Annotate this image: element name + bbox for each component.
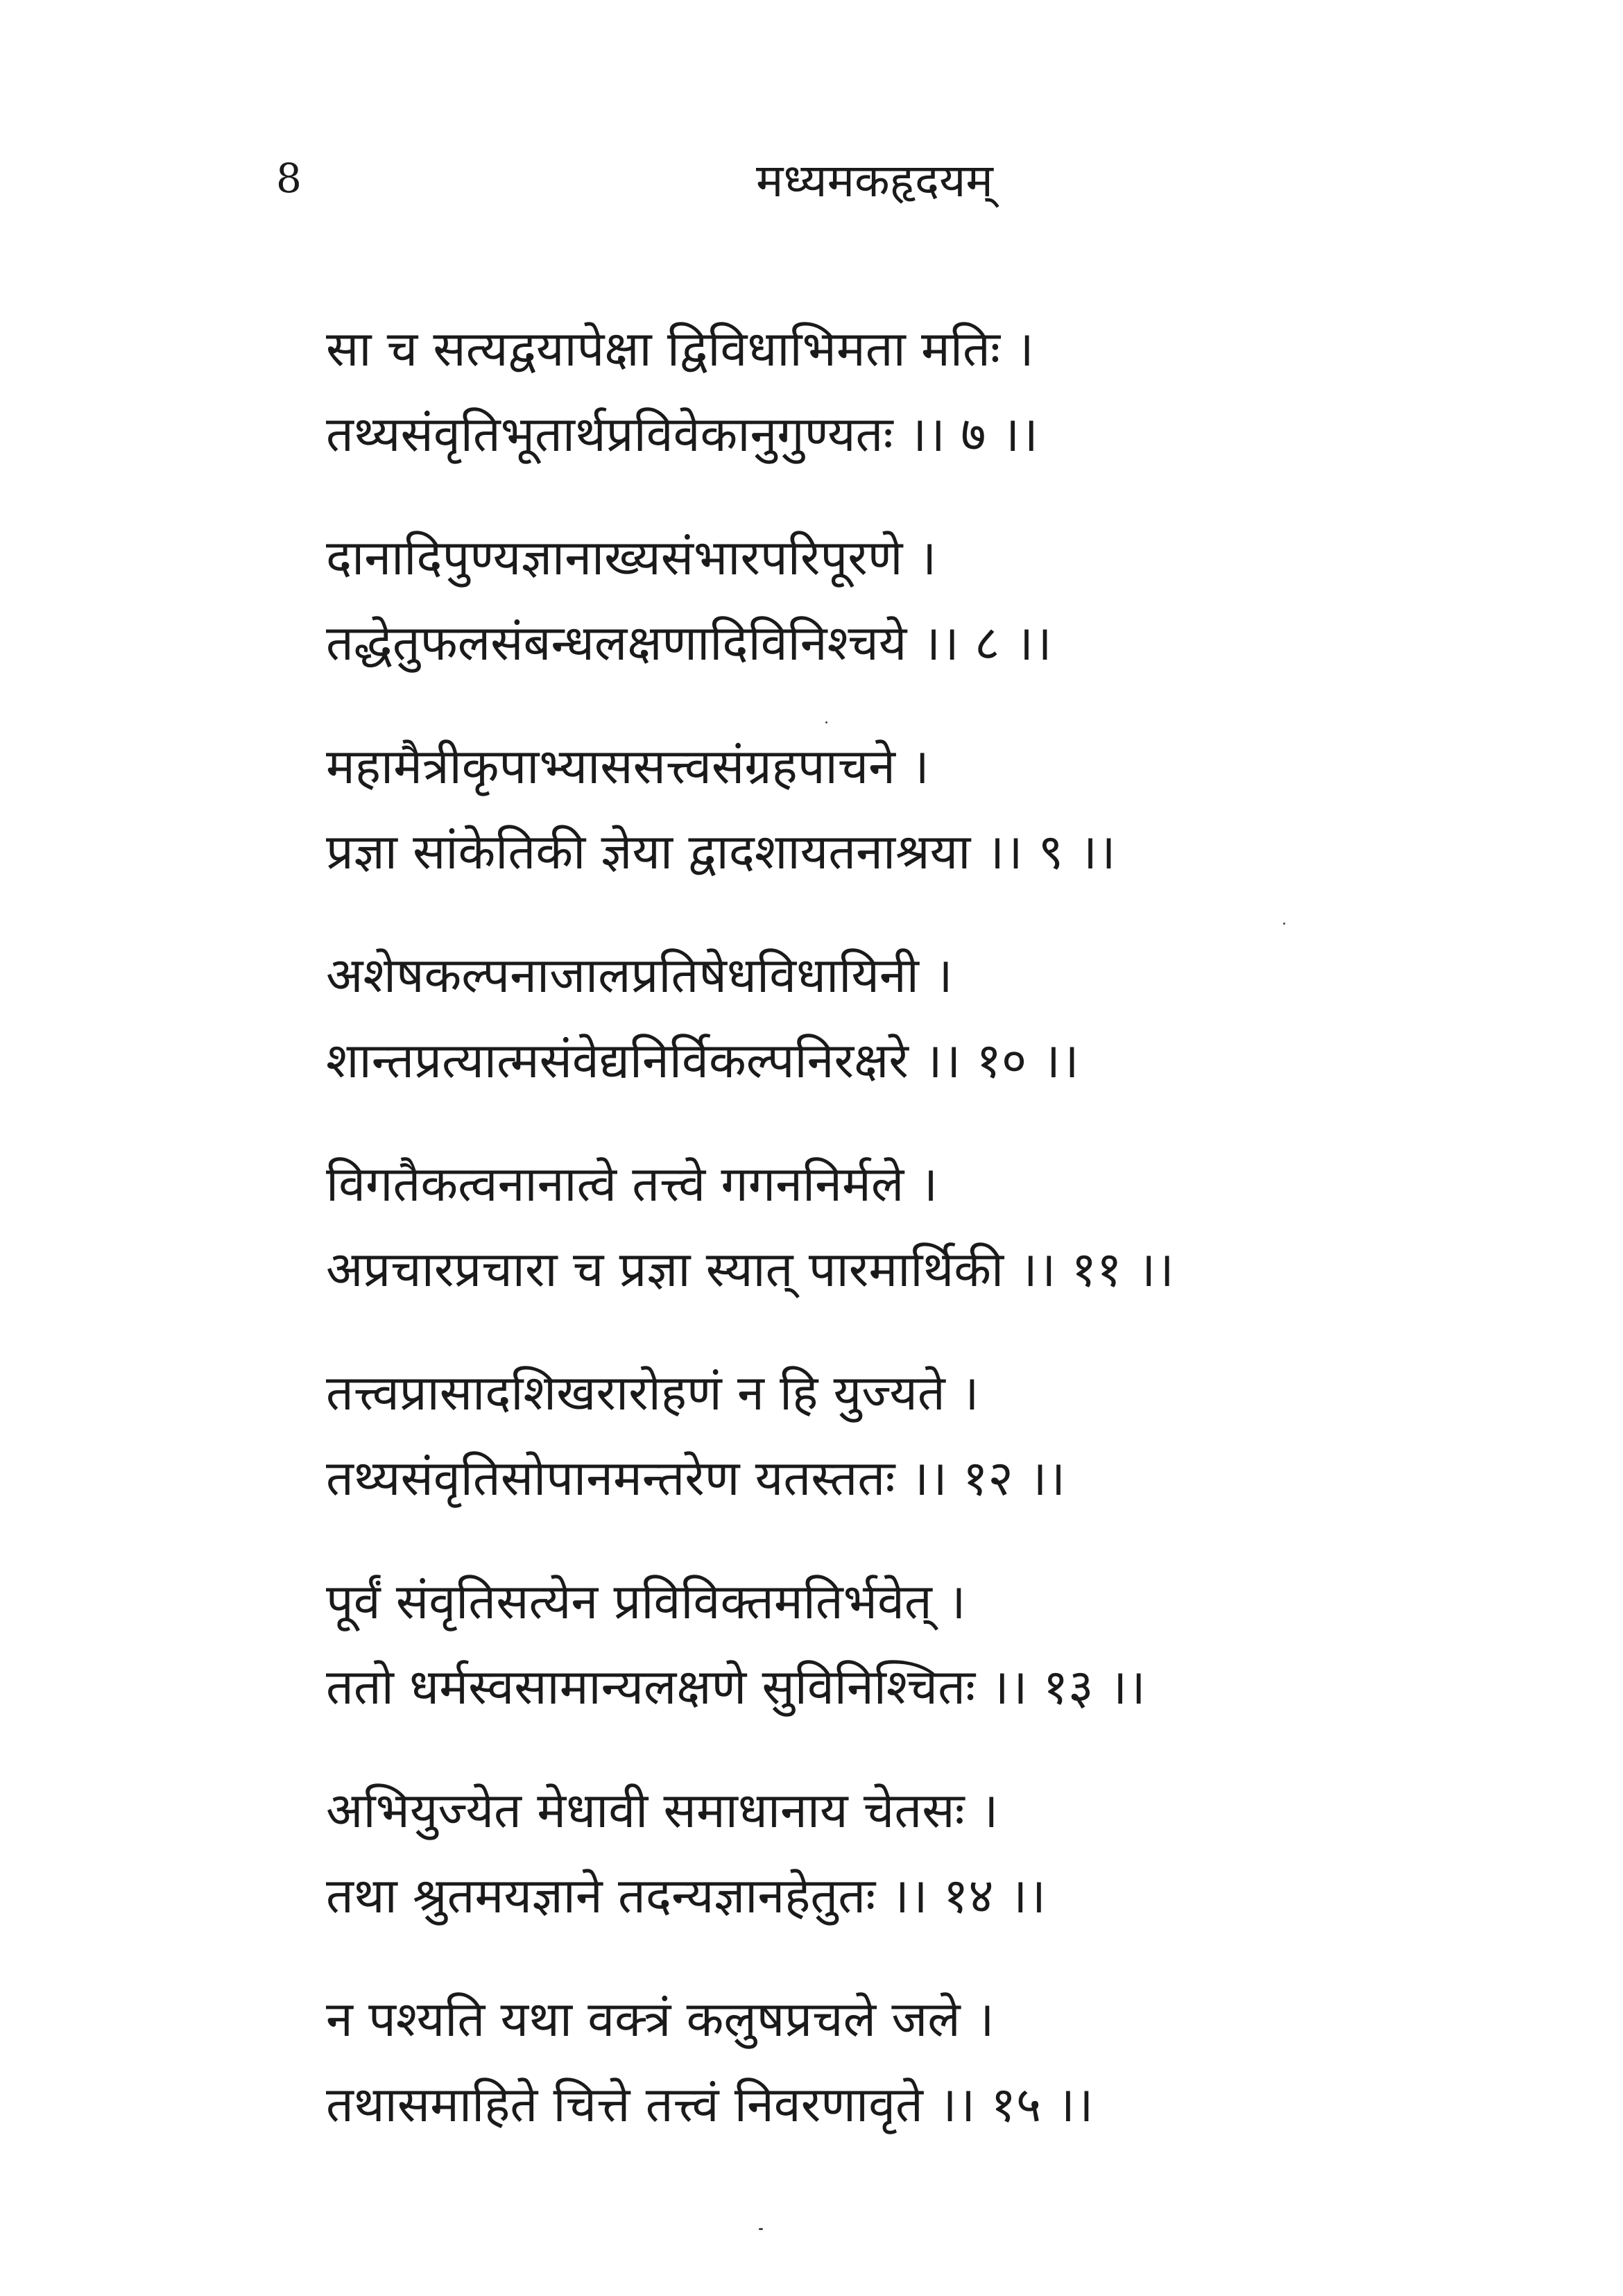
verse-14 — [326, 1767, 1366, 1937]
verse-line: तथासमाहिते चित्ते तत्त्वं निवरणावृते ।। १५ ।। — [326, 2076, 1094, 2133]
verse-line: तथ्यसंवृतिसोपानमन्तरेण यतस्ततः ।। १२ ।। — [326, 1450, 1066, 1507]
verse-line: अशेषकल्पनाजालप्रतिषेधविधायिनी । — [326, 947, 953, 1004]
scan-speck — [825, 721, 827, 723]
verse-13 — [326, 1558, 1366, 1729]
verse-list — [326, 305, 1366, 2184]
verse-line: विगतैकत्वनानात्वे तत्त्वे गगननिर्मले । — [326, 1156, 938, 1213]
verse-line: पूर्वं संवृतिसत्येन प्रविविक्तमतिर्भवेत् । — [326, 1573, 966, 1630]
verse-line: ततो धर्मस्वसामान्यलक्षणे सुविनिश्चितः ।। १३ ।। — [326, 1659, 1146, 1715]
verse-line: तथा श्रुतमयज्ञाने तदन्यज्ञानहेतुतः ।। १४ ।। — [326, 1867, 1046, 1924]
verse-line: तद्धेतुफलसंबन्धलक्षणादिविनिश्चये ।। ८ ।। — [326, 615, 1052, 671]
verse-15 — [326, 1976, 1366, 2146]
verse-line: शान्तप्रत्यात्मसंवेद्यनिर्विकल्पनिरक्षरे ।। १० ।। — [326, 1032, 1079, 1089]
verse-line: तथ्यसंवृतिभूतार्थप्रविवेकानुगुण्यतः ।। ७ ।। — [326, 406, 1038, 463]
verse-12 — [326, 1349, 1366, 1520]
verse-line: न पश्यति यथा वक्त्रं कलुषप्रचले जले । — [326, 1991, 995, 2048]
verse-line: अप्रचारप्रचारा च प्रज्ञा स्यात् पारमार्थिकी ।। ११ ।। — [326, 1241, 1174, 1298]
scan-speck — [1283, 923, 1285, 925]
verse-line: दानादिपुण्यज्ञानाख्यसंभारपरिपूरणे । — [326, 529, 937, 586]
verse-line: अभियुज्येत मेधावी समाधानाय चेतसः । — [326, 1782, 999, 1839]
verse-7 — [326, 305, 1366, 476]
running-title: मध्यमकहृदयम् — [756, 154, 993, 207]
verse-9 — [326, 723, 1366, 893]
page-number: 8 — [276, 155, 302, 202]
verse-line: तत्त्वप्रासादशिखरारोहणं न हि युज्यते । — [326, 1364, 979, 1421]
verse-line: प्रज्ञा सांकेतिकी ज्ञेया द्वादशायतनाश्रया ।। ९ ।। — [326, 823, 1116, 880]
verse-10 — [326, 932, 1366, 1102]
verse-11 — [326, 1140, 1366, 1311]
scan-speck — [759, 2228, 763, 2230]
verse-8 — [326, 514, 1366, 685]
verse-line: महामैत्रीकृपाभ्याससत्त्वसंग्रहपाचने । — [326, 738, 929, 795]
verse-line: सा च सत्यद्वयापेक्षा द्विविधाभिमता मतिः । — [326, 320, 1034, 377]
